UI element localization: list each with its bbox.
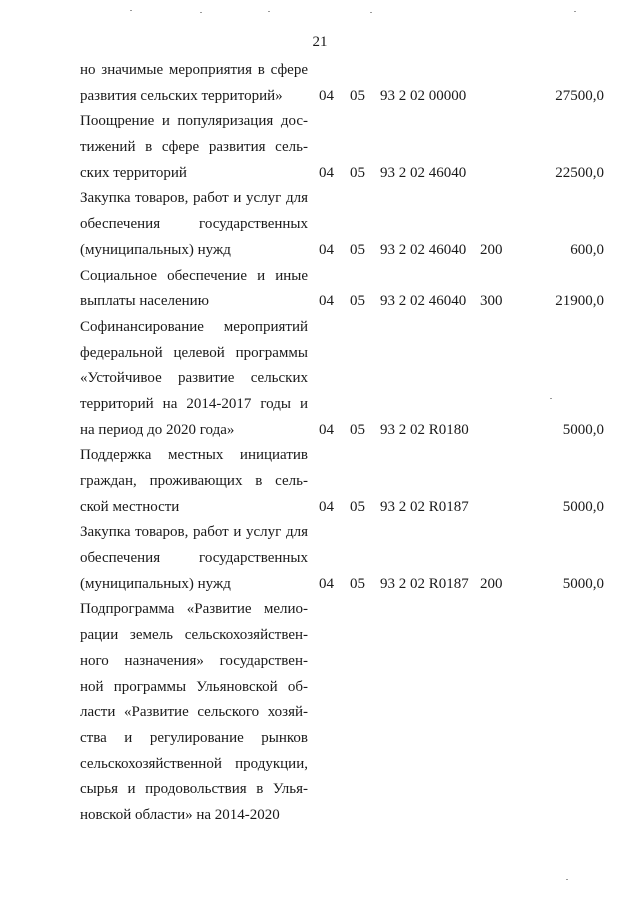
row-codes: [0, 238, 640, 264]
target-article-code: 93 2 02 R0180: [380, 421, 469, 438]
description-line: на период до 2020 года»: [80, 421, 235, 438]
table-row: [0, 315, 640, 443]
description-line: обеспечения государственных: [80, 216, 308, 233]
description-line: Закупка товаров, работ и услуг для: [80, 190, 308, 207]
target-article-code: 93 2 02 46040: [380, 164, 467, 181]
amount: 5000,0: [562, 421, 604, 438]
subsection-code: 05: [350, 575, 365, 592]
section-code: 04: [319, 164, 334, 181]
description-line: ства и регулирование рынков: [80, 729, 308, 746]
scan-speck: [370, 12, 372, 13]
description-line: ного назначения» государствен-: [80, 652, 308, 669]
amount: 5000,0: [562, 498, 604, 515]
section-code: 04: [319, 575, 334, 592]
target-article-code: 93 2 02 46040: [380, 293, 467, 310]
budget-table: [0, 58, 640, 829]
row-codes: [0, 418, 640, 444]
table-row: [0, 109, 640, 186]
description-line: выплаты населению: [80, 293, 209, 310]
subsection-code: 05: [350, 87, 365, 104]
scan-speck: [566, 879, 568, 880]
scan-speck: [268, 11, 270, 12]
description-line: Поддержка местных инициатив: [80, 447, 308, 464]
row-codes: [0, 289, 640, 315]
row-codes: [0, 84, 640, 110]
section-code: 04: [319, 498, 334, 515]
row-codes: [0, 161, 640, 187]
table-row: [0, 186, 640, 263]
table-row: [0, 597, 640, 828]
amount: 27500,0: [555, 87, 604, 104]
description-line: обеспечения государственных: [80, 550, 308, 567]
description-line: ской местности: [80, 498, 180, 515]
scan-speck: [550, 398, 552, 399]
scan-speck: [574, 11, 576, 12]
table-row: [0, 58, 640, 109]
amount: 600,0: [570, 241, 604, 258]
description-line: Социальное обеспечение и иные: [80, 267, 308, 284]
description-line: Софинансирование мероприятий: [80, 318, 308, 335]
amount: 22500,0: [555, 164, 604, 181]
description-line: граждан, проживающих в сель-: [80, 473, 308, 489]
description-line: развития сельских территорий»: [80, 87, 283, 104]
scan-speck: [200, 12, 202, 13]
subsection-code: 05: [350, 293, 365, 310]
expense-type-code: 200: [480, 241, 503, 258]
description-line: тижений в сфере развития сель-: [80, 139, 308, 156]
description-line: сельскохозяйственной продукции,: [80, 755, 308, 772]
description-line: сырья и продовольствия в Улья-: [80, 781, 308, 798]
subsection-code: 05: [350, 498, 365, 515]
expense-type-code: 200: [480, 575, 503, 592]
target-article-code: 93 2 02 R0187: [380, 575, 469, 592]
description-line: ских территорий: [80, 164, 187, 181]
target-article-code: 93 2 02 46040: [380, 241, 467, 258]
subsection-code: 05: [350, 164, 365, 181]
description-line: (муниципальных) нужд: [80, 241, 231, 258]
row-description: [80, 597, 308, 828]
subsection-code: 05: [350, 241, 365, 258]
table-row: [0, 520, 640, 597]
section-code: 04: [319, 241, 334, 258]
row-codes: [0, 572, 640, 598]
expense-type-code: 300: [480, 293, 503, 310]
section-code: 04: [319, 421, 334, 438]
description-line: (муниципальных) нужд: [80, 575, 231, 592]
subsection-code: 05: [350, 421, 365, 438]
table-row: [0, 443, 640, 520]
target-article-code: 93 2 02 R0187: [380, 498, 469, 515]
description-line: ной программы Ульяновской об-: [80, 678, 308, 695]
page-number: 21: [312, 34, 328, 50]
target-article-code: 93 2 02 00000: [380, 87, 467, 104]
description-line: ласти «Развитие сельского хозяй-: [80, 704, 308, 721]
description-line: Закупка товаров, работ и услуг для: [80, 524, 308, 541]
amount: 21900,0: [555, 293, 604, 310]
section-code: 04: [319, 293, 334, 310]
scan-speck: [130, 10, 132, 11]
description-line: федеральной целевой программы: [80, 344, 308, 361]
description-line: Подпрограмма «Развитие мелио-: [80, 601, 308, 618]
row-codes: [0, 495, 640, 521]
description-line: новской области» на 2014-2020: [80, 806, 280, 823]
description-line: территорий на 2014-2017 годы и: [80, 395, 308, 412]
description-line: Поощрение и популяризация дос-: [80, 113, 308, 130]
description-line: «Устойчивое развитие сельских: [80, 370, 308, 387]
row-codes: [0, 803, 640, 829]
table-row: [0, 264, 640, 315]
description-line: но значимые мероприятия в сфере: [80, 62, 308, 78]
section-code: 04: [319, 87, 334, 104]
amount: 5000,0: [562, 575, 604, 592]
description-line: рации земель сельскохозяйствен-: [80, 627, 308, 644]
